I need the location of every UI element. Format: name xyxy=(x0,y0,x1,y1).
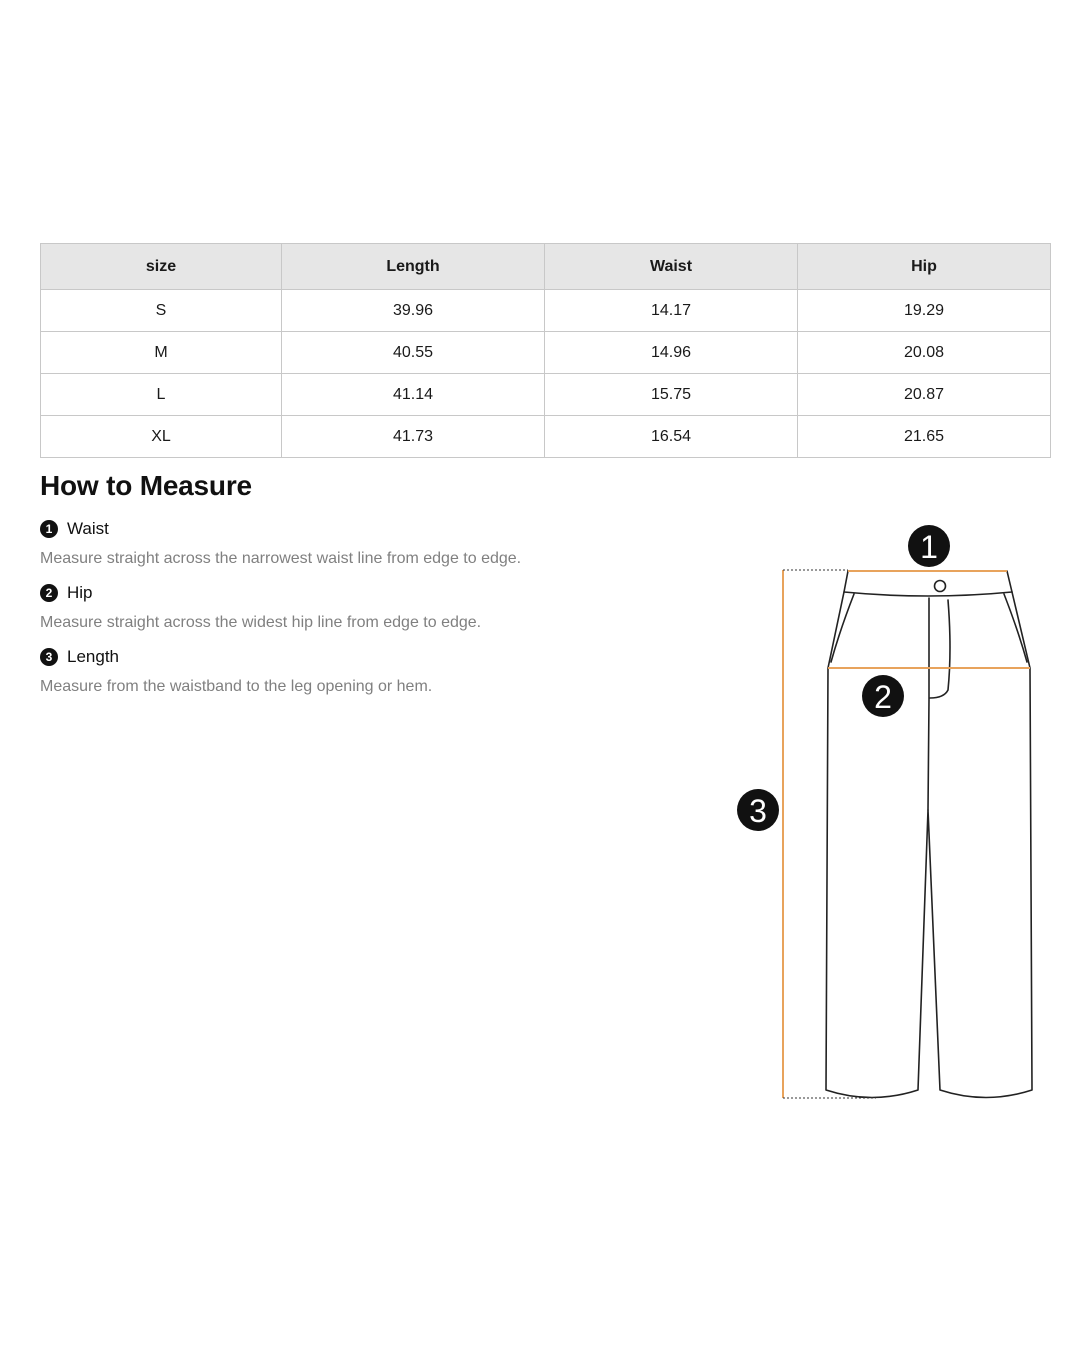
cell-waist: 16.54 xyxy=(545,416,798,458)
header-waist: Waist xyxy=(545,244,798,290)
table-header-row xyxy=(41,244,1051,290)
step-description: Measure from the waistband to the leg opening or hem. xyxy=(40,678,433,695)
cell-size: XL xyxy=(41,416,282,458)
cell-size: L xyxy=(41,374,282,416)
step-description: Measure straight across the narrowest waist line from edge to edge. xyxy=(40,550,522,567)
marker-1 xyxy=(908,525,950,567)
cell-hip: 20.87 xyxy=(798,374,1051,416)
how-to-measure-title: How to Measure xyxy=(40,470,252,501)
measurement-lines xyxy=(783,570,1030,1098)
waist-instruction xyxy=(40,518,680,568)
marker-2 xyxy=(862,675,904,717)
cell-waist: 14.96 xyxy=(545,332,798,374)
header-size: size xyxy=(41,244,282,290)
cell-waist: 15.75 xyxy=(545,374,798,416)
header-length: Length xyxy=(282,244,545,290)
header-hip: Hip xyxy=(798,244,1051,290)
cell-length: 39.96 xyxy=(282,290,545,332)
table-row xyxy=(41,416,1051,458)
table-row xyxy=(41,332,1051,374)
step-name: Length xyxy=(67,647,119,666)
pants-outline-icon xyxy=(826,571,1032,1098)
cell-hip: 19.29 xyxy=(798,290,1051,332)
cell-length: 40.55 xyxy=(282,332,545,374)
svg-text:2: 2 xyxy=(874,679,892,715)
pants-measurement-diagram xyxy=(720,515,1060,1115)
step-description: Measure straight across the widest hip line from edge to edge. xyxy=(40,614,482,631)
table-row xyxy=(41,374,1051,416)
marker-3 xyxy=(737,789,779,831)
cell-size: M xyxy=(41,332,282,374)
cell-hip: 21.65 xyxy=(798,416,1051,458)
hip-instruction xyxy=(40,582,680,632)
cell-length: 41.14 xyxy=(282,374,545,416)
svg-text:1: 1 xyxy=(920,529,938,565)
cell-length: 41.73 xyxy=(282,416,545,458)
step-number-badge: 1 xyxy=(40,520,58,538)
cell-size: S xyxy=(41,290,282,332)
length-instruction xyxy=(40,646,680,696)
step-number-badge: 2 xyxy=(40,584,58,602)
cell-hip: 20.08 xyxy=(798,332,1051,374)
size-chart-table xyxy=(40,243,1051,458)
svg-text:3: 3 xyxy=(749,793,767,829)
cell-waist: 14.17 xyxy=(545,290,798,332)
step-name: Hip xyxy=(67,583,93,602)
step-number-badge: 3 xyxy=(40,648,58,666)
step-name: Waist xyxy=(67,519,109,538)
table-row xyxy=(41,290,1051,332)
